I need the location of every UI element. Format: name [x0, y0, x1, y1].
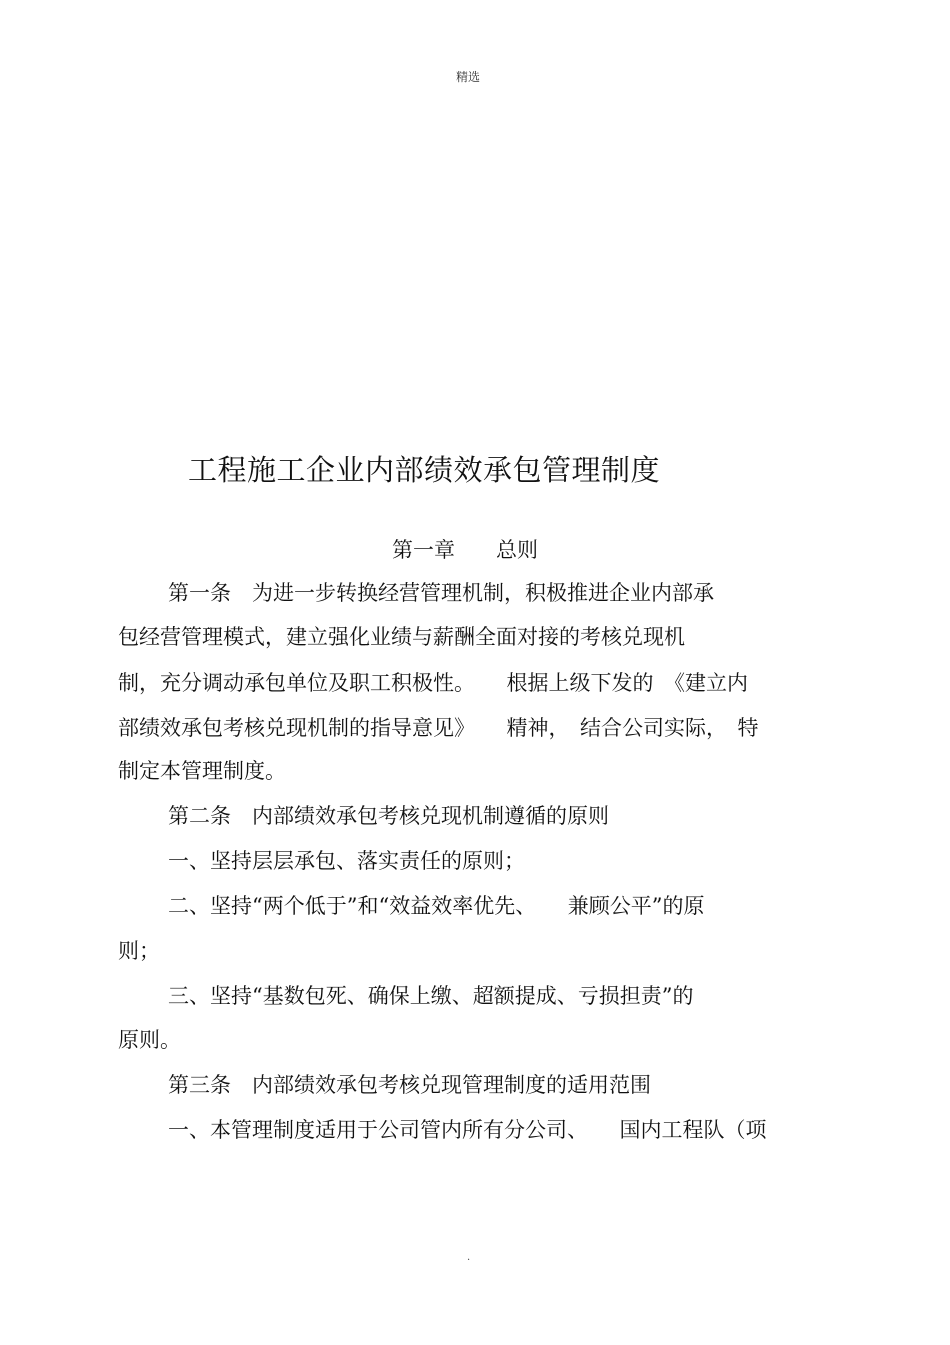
paragraph-line: 二、坚持“两个低于”和“效益效率优先、 兼顾公平”的原	[168, 894, 705, 918]
paragraph-line: 部绩效承包考核兑现机制的指导意见》 精神， 结合公司实际， 特	[118, 716, 759, 740]
page-footer-mark: .	[467, 1252, 471, 1263]
page-header-tag: 精选	[455, 70, 480, 84]
paragraph-line: 则；	[118, 939, 160, 963]
paragraph-line: 一、本管理制度适用于公司管内所有分公司、 国内工程队（项	[168, 1118, 767, 1142]
chapter-label: 第一章	[392, 538, 455, 562]
chapter-name: 总则	[496, 538, 538, 562]
paragraph-line: 三、坚持“基数包死、确保上缴、超额提成、亏损担责”的	[168, 984, 694, 1008]
paragraph-line: 制，充分调动承包单位及职工积极性。 根据上级下发的 《建立内	[118, 671, 748, 695]
document-title: 工程施工企业内部绩效承包管理制度	[188, 453, 661, 487]
article-heading: 第二条 内部绩效承包考核兑现机制遵循的原则	[168, 804, 609, 828]
paragraph-line: 第一条 为进一步转换经营管理机制，积极推进企业内部承	[168, 581, 714, 605]
article-heading: 第三条 内部绩效承包考核兑现管理制度的适用范围	[168, 1073, 651, 1097]
paragraph-line: 原则。	[118, 1028, 181, 1052]
paragraph-line: 制定本管理制度。	[118, 759, 286, 783]
paragraph-line: 包经营管理模式，建立强化业绩与薪酬全面对接的考核兑现机	[118, 625, 685, 649]
paragraph-line: 一、坚持层层承包、落实责任的原则；	[168, 849, 525, 873]
